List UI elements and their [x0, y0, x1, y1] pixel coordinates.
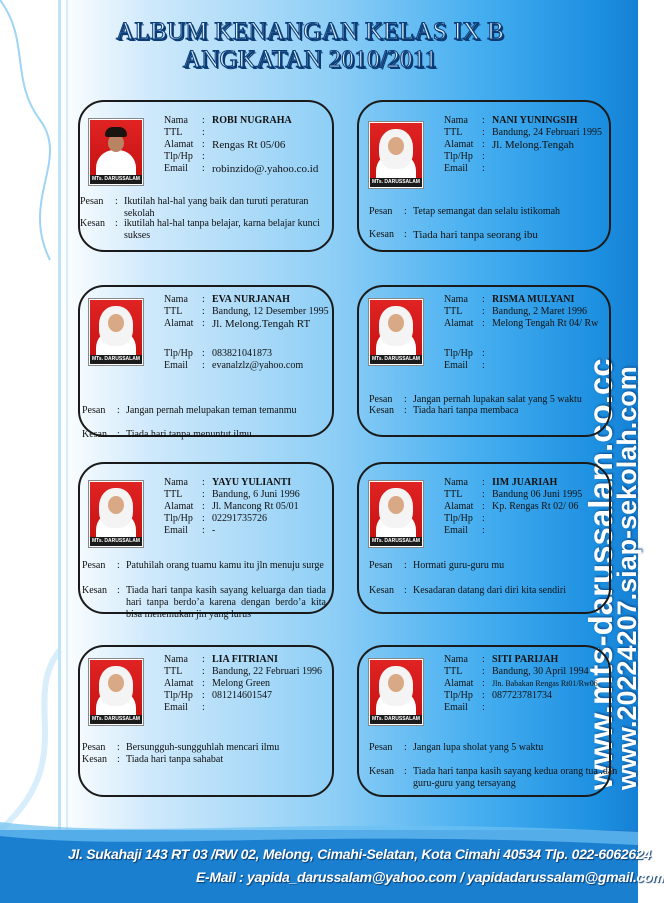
kesan-block-1: Kesan : ikutilah hal-hal tanpa belajar, karna belajar kunci sukses: [80, 218, 330, 242]
school-badge: MTs. DARUSSALAM: [90, 175, 142, 184]
pesan-block-5: Pesan : Patuhilah orang tuamu kamu itu jln menuju surge: [82, 560, 324, 571]
student-pesan: Jangan pernah melupakan teman temanmu: [126, 405, 297, 416]
student-pesan: Tetap semangat dan selalu istikomah: [413, 206, 561, 217]
student-photo: [89, 299, 143, 365]
student-photo: [89, 481, 143, 547]
student-kesan: Tiada hari tanpa kasih sayang keluarga dan tiada hari tanpa berdo’a karena dengan berdo’a kita bisa menemukan jin yang lurus: [126, 585, 326, 620]
student-alamat: Jl. Melong.Tengah: [492, 139, 575, 151]
label-ttl: TTL: [164, 127, 183, 138]
student-alamat: Rengas Rt 05/06: [212, 139, 286, 151]
student-card-3: MTs. DARUSSALAM Nama : EVA NURJANAH TTL : Bandung, 12 Desember 1995 Alamat : Jl. Melong.Tengah RT Tlp/Hp : 083821041873 Email : evanalzlz@yahoo.com: [78, 285, 334, 437]
label-email: Email: [164, 163, 188, 174]
kesan-block-3: Kesan : Tiada hari tanpa menuntut ilmu: [82, 429, 252, 440]
student-card-2: MTs. DARUSSALAM Nama : NANI YUNINGSIH TTL : Bandung, 24 Februari 1995 Alamat : Jl. Melong.Tengah Tlp/Hp : Email :: [357, 100, 611, 252]
student-photo: [369, 122, 423, 188]
school-badge: MTs. DARUSSALAM: [370, 355, 422, 364]
label-alamat: Alamat: [164, 139, 194, 150]
student-pesan: Ikutilah hal-hal yang baik dan turuti peraturan sekolah: [124, 196, 309, 219]
student-photo: [89, 119, 143, 185]
pesan-block-4: Pesan : Jangan pernah lupakan salat yang 5 waktu: [369, 394, 582, 405]
school-badge: MTs. DARUSSALAM: [370, 715, 422, 724]
kesan-block-7: Kesan : Tiada hari tanpa sahabat: [82, 754, 224, 765]
student-name: NANI YUNINGSIH: [492, 115, 578, 126]
student-ttl: Bandung 06 Juni 1995: [492, 489, 583, 500]
student-kesan: Tiada hari tanpa sahabat: [126, 754, 224, 765]
student-alamat: Jln. Babakan Rengas Rt01/Rw06: [492, 679, 598, 688]
student-pesan: Jangan pernah lupakan salat yang 5 waktu: [413, 394, 582, 405]
kesan-block-4: Kesan : Tiada hari tanpa membaca: [369, 405, 519, 416]
footer-address: Jl. Sukahaji 143 RT 03 /RW 02, Melong, Cimahi-Selatan, Kota Cimahi 40534 Tlp. 022-6062624: [68, 846, 651, 862]
pesan-block-1: Pesan : Ikutilah hal-hal yang baik dan turuti peraturan sekolah: [80, 196, 330, 220]
student-email: -: [212, 525, 216, 536]
student-card-8: MTs. DARUSSALAM Nama : SITI PARIJAH TTL : Bandung, 30 April 1994 Alamat : Jln. Babakan Rengas Rt01/Rw06 Tlp/Hp : 087723781734 Email :: [357, 645, 611, 797]
student-card-5: MTs. DARUSSALAM Nama : YAYU YULIANTI TTL : Bandung, 6 Juni 1996 Alamat : Jl. Mancong Rt 05/01 Tlp/Hp : 02291735726 Email : -: [78, 462, 334, 614]
pesan-block-6: Pesan : Hormati guru-guru mu: [369, 560, 505, 571]
album-subtitle: ANGKATAN 2010/2011: [182, 46, 438, 73]
kesan-block-6: Kesan : Kesadaran datang dari diri kita sendiri: [369, 585, 566, 596]
student-alamat: Kp. Rengas Rt 02/ 06: [492, 501, 579, 512]
student-card-6: MTs. DARUSSALAM Nama : IIM JUARIAH TTL : Bandung 06 Juni 1995 Alamat : Kp. Rengas Rt 02/ 06 Tlp/Hp : Email :: [357, 462, 611, 614]
student-kesan: Tiada hari tanpa seorang ibu: [413, 229, 538, 241]
school-badge: MTs. DARUSSALAM: [370, 178, 422, 187]
student-name: RISMA MULYANI: [492, 294, 575, 305]
student-ttl: Bandung, 24 Februari 1995: [492, 127, 602, 138]
student-pesan: Hormati guru-guru mu: [413, 560, 505, 571]
student-name: LIA FITRIANI: [212, 654, 278, 665]
student-alamat: Melong Green: [212, 678, 271, 689]
student-ttl: Bandung, 6 Juni 1996: [212, 489, 300, 500]
pesan-block-8: Pesan : Jangan lupa sholat yang 5 waktu: [369, 742, 544, 753]
student-photo: [369, 299, 423, 365]
website-text-2: www.20224207.siap-sekolah.com: [612, 366, 642, 790]
student-kesan: Tiada hari tanpa menuntut ilmu: [126, 429, 252, 440]
student-kesan: ikutilah hal-hal tanpa belajar, karna belajar kunci sukses: [124, 218, 320, 241]
student-name: ROBI NUGRAHA: [212, 115, 292, 126]
student-email: evanalzlz@yahoo.com: [212, 360, 304, 371]
student-ttl: Bandung, 22 Februari 1996: [212, 666, 322, 677]
student-pesan: Bersungguh-sungguhlah mencari ilmu: [126, 742, 280, 753]
school-badge: MTs. DARUSSALAM: [90, 537, 142, 546]
student-kesan: Tiada hari tanpa kasih sayang kedua orang tua .dan guru-guru yang tersayang: [413, 766, 618, 789]
student-tlp: 083821041873: [212, 348, 272, 359]
student-tlp: 02291735726: [212, 513, 267, 524]
student-tlp: 087723781734: [492, 690, 552, 701]
pesan-block-3: Pesan : Jangan pernah melupakan teman temanmu: [82, 405, 297, 416]
student-card-4: MTs. DARUSSALAM Nama : RISMA MULYANI TTL : Bandung, 2 Maret 1996 Alamat : Melong Tengah Rt 04/ Rw Tlp/Hp : Email :: [357, 285, 611, 437]
pesan-block-7: Pesan : Bersungguh-sungguhlah mencari ilmu: [82, 742, 280, 753]
student-tlp: 081214601547: [212, 690, 272, 701]
student-pesan: Jangan lupa sholat yang 5 waktu: [413, 742, 544, 753]
website-text-1: www.mts-darussalam.co.cc: [582, 358, 619, 790]
kesan-block-8: Kesan : Tiada hari tanpa kasih sayang kedua orang tua .dan guru-guru yang tersayang: [369, 766, 619, 792]
student-ttl: Bandung, 30 April 1994: [492, 666, 589, 677]
kesan-block-2: Kesan : Tiada hari tanpa seorang ibu: [369, 229, 538, 241]
student-card-7: MTs. DARUSSALAM Nama : LIA FITRIANI TTL : Bandung, 22 Februari 1996 Alamat : Melong Green Tlp/Hp : 081214601547 Email :: [78, 645, 334, 797]
student-name: EVA NURJANAH: [212, 294, 290, 305]
kesan-block-5: Kesan : Tiada hari tanpa kasih sayang keluarga dan tiada hari tanpa berdo’a karena dengan berdo’a kita bisa menemukan jin yang lurus: [82, 585, 326, 620]
student-ttl: Bandung, 2 Maret 1996: [492, 306, 587, 317]
student-alamat: Jl. Mancong Rt 05/01: [212, 501, 299, 512]
student-kesan: Tiada hari tanpa membaca: [413, 405, 519, 416]
label-nama: Nama: [164, 115, 188, 126]
student-pesan: Patuhilah orang tuamu kamu itu jln menuju surge: [126, 560, 324, 571]
student-photo: [369, 481, 423, 547]
student-card-1: MTs. DARUSSALAM Nama : ROBI NUGRAHA TTL : Alamat : Rengas Rt 05/06 Tlp/Hp : Email : robinzido@.yahoo.co.id: [78, 100, 334, 252]
album-title: ALBUM KENANGAN KELAS IX B: [115, 18, 505, 45]
student-photo: [89, 659, 143, 725]
student-name: YAYU YULIANTI: [212, 477, 292, 488]
footer-email: E-Mail : yapida_darussalam@yahoo.com / yapidadarussalam@gmail.com: [196, 869, 664, 885]
student-alamat: Jl. Melong.Tengah RT: [212, 318, 311, 330]
student-name: SITI PARIJAH: [492, 654, 559, 665]
school-badge: MTs. DARUSSALAM: [90, 715, 142, 724]
student-ttl: Bandung, 12 Desember 1995: [212, 306, 329, 317]
label-tlp: Tlp/Hp: [164, 151, 193, 162]
pesan-block-2: Pesan : Tetap semangat dan selalu istikomah: [369, 206, 561, 217]
student-email: robinzido@.yahoo.co.id: [212, 163, 319, 175]
student-photo: [369, 659, 423, 725]
school-badge: MTs. DARUSSALAM: [90, 355, 142, 364]
student-alamat: Melong Tengah Rt 04/ Rw: [492, 318, 599, 329]
student-kesan: Kesadaran datang dari diri kita sendiri: [413, 585, 566, 596]
school-badge: MTs. DARUSSALAM: [370, 537, 422, 546]
student-name: IIM JUARIAH: [492, 477, 558, 488]
